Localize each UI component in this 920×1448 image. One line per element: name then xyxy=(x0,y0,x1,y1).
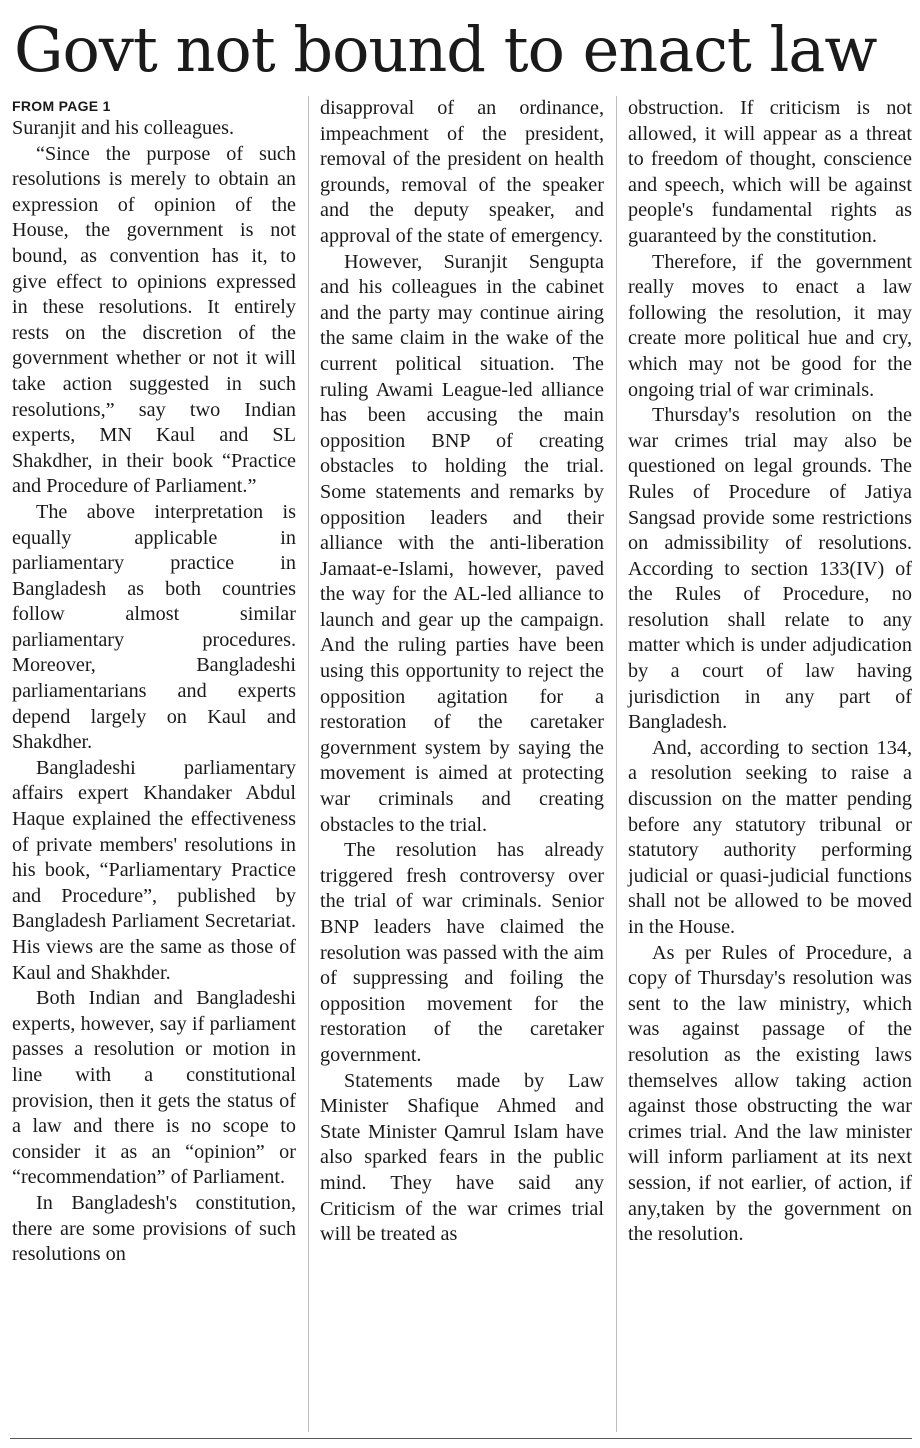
article-column-2 xyxy=(320,96,604,1248)
column-divider xyxy=(616,96,617,1432)
column-divider xyxy=(308,96,309,1432)
paragraph: The above interpretation is equally applicable in parliamentary practice in Bangladesh as both countries follow almost similar parliamentary procedures. Moreover, Bangladeshi parliamentarians and experts depend largely on Kaul and Shakdher. xyxy=(12,500,296,754)
headline: Govt not bound to enact law xyxy=(14,13,877,86)
bottom-rule xyxy=(10,1438,912,1439)
article-column-1 xyxy=(12,96,296,1268)
paragraph: And, according to section 134, a resolution seeking to raise a discussion on the matter pending before any statutory tribunal or statutory authority performing judicial or quasi-judicial functions shall not be allowed to be moved in the House. xyxy=(628,736,912,938)
paragraph: Bangladeshi parliamentary affairs expert Khandaker Abdul Haque explained the effectiveness of private members' resolutions in his book, “Parliamentary Practice and Procedure”, published by Bangladesh Parliament Secretariat. His views are the same as those of Kaul and Shakhder. xyxy=(12,756,296,984)
paragraph: disapproval of an ordinance, impeachment of the president, removal of the president on health grounds, removal of the speaker and the deputy speaker, and approval of the state of emergency. xyxy=(320,97,604,247)
paragraph: In Bangladesh's constitution, there are some provisions of such resolutions on xyxy=(12,1191,296,1266)
paragraph: “Since the purpose of such resolutions is merely to obtain an expression of opinion of the House, the government is not bound, as convention has it, to give effect to opinions expressed in these resolutions. It entirely rests on the discretion of the government whether or not it will take action suggested in such resolutions,” say two Indian experts, MN Kaul and SL Shakdher, in their book “Practice and Procedure of Parliament.” xyxy=(12,142,296,498)
paragraph: Therefore, if the government really moves to enact a law following the resolution, it may create more political hue and cry, which may not be good for the ongoing trial of war criminals. xyxy=(628,250,912,401)
paragraph: Suranjit and his colleagues. xyxy=(12,117,235,139)
paragraph: obstruction. If criticism is not allowed, it will appear as a threat to freedom of thought, conscience and speech, which will be against people's fundamental rights as guaranteed by the constitution. xyxy=(628,97,912,247)
kicker-from-page-1: FROM PAGE 1 xyxy=(12,98,111,114)
paragraph: As per Rules of Procedure, a copy of Thursday's resolution was sent to the law ministry, which was against passage of the resolution as the existing laws themselves allow taking action against those obstructing the war crimes trial. And the law minister will inform parliament at its next session, if not earlier, of action, if any,taken by the government on the resolution. xyxy=(628,941,912,1246)
paragraph: Thursday's resolution on the war crimes trial may also be questioned on legal grounds. The Rules of Procedure of Jatiya Sangsad provide some restrictions on admissibility of resolutions. According to section 133(IV) of the Rules of Procedure, no resolution shall relate to any matter which is under adjudication by a court of law having jurisdiction in any part of Bangladesh. xyxy=(628,404,912,734)
paragraph: Statements made by Law Minister Shafique Ahmed and State Minister Qamrul Islam have also sparked fears in the public mind. They have said any Criticism of the war crimes trial will be treated as xyxy=(320,1069,604,1246)
article-column-3 xyxy=(628,96,912,1248)
paragraph: The resolution has already triggered fresh controversy over the trial of war criminals. Senior BNP leaders have claimed the resolution was passed with the aim of suppressing and foiling the opposition movement for the restoration of the caretaker government. xyxy=(320,839,604,1066)
paragraph: However, Suranjit Sengupta and his colleagues in the cabinet and the party may continue airing the same claim in the wake of the current political situation. The ruling Awami League-led alliance has been accusing the main opposition BNP of creating obstacles to holding the trial. Some statements and remarks by opposition leaders and their alliance with the anti-liberation Jamaat-e-Islami, however, paved the way for the AL-led alliance to launch and gear up the campaign. And the ruling parties have been using this opportunity to reject the opposition agitation for a restoration of the caretaker government system by saying the movement is aimed at protecting war criminals and creating obstacles to the trial. xyxy=(320,250,604,836)
paragraph: Both Indian and Bangladeshi experts, however, say if parliament passes a resolution or motion in line with a constitutional provision, then it gets the status of a law and there is no scope to consider it as an “opinion” or “recommendation” of Parliament. xyxy=(12,987,296,1189)
